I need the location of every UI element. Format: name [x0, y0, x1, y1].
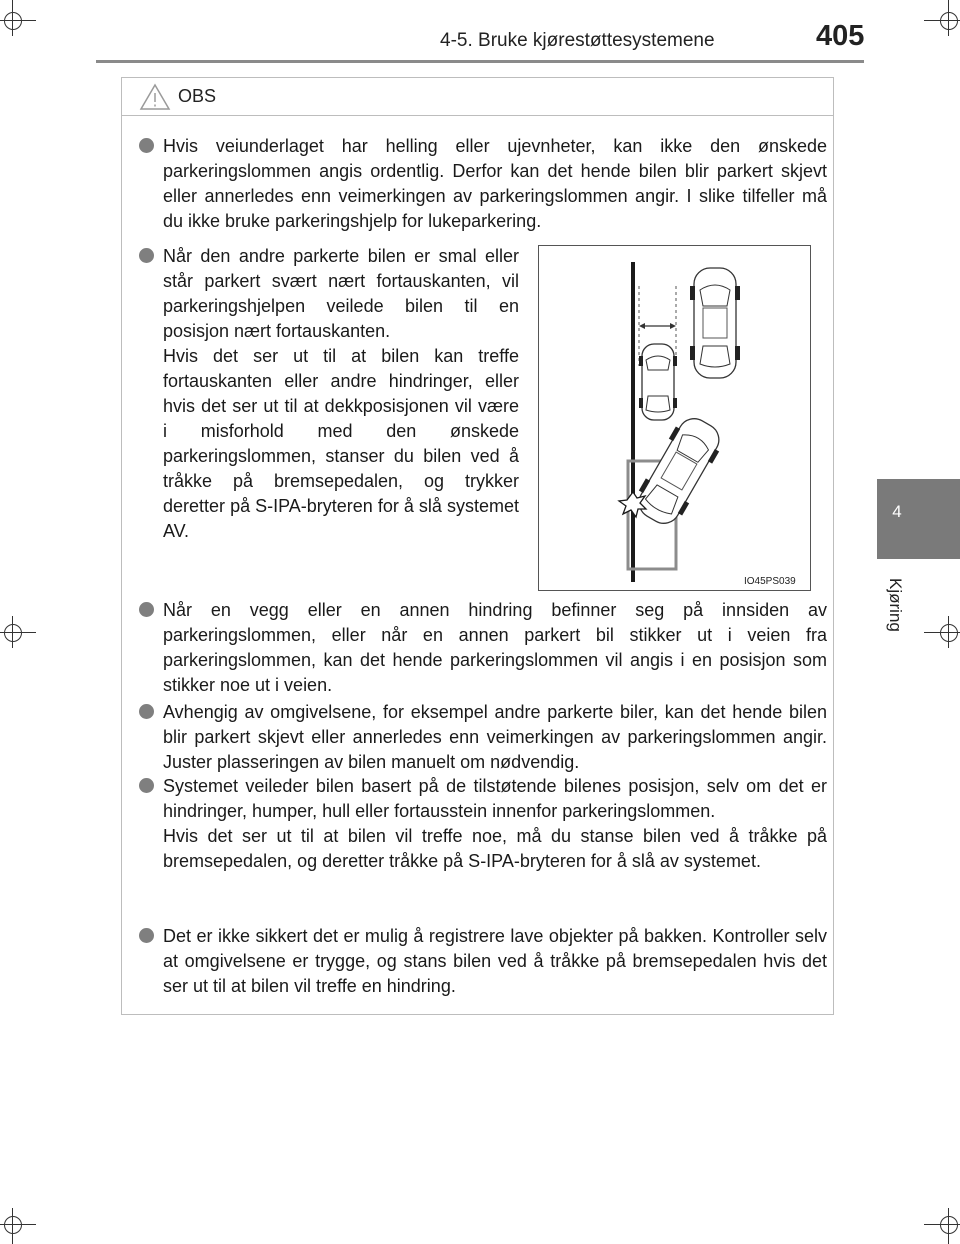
- bullet-dot: [139, 928, 154, 943]
- figure-code: IO45PS039: [744, 576, 796, 587]
- crop-mark-bottom-right: [920, 1204, 960, 1244]
- bullet-dot: [139, 704, 154, 719]
- bullet-paragraph: Når den andre parkerte bilen er smal eller står parkert svært nært fortauskanten, vil parkeringshjelpen veilede bilen til en posisjon nært fortauskanten.: [163, 246, 519, 341]
- bullet-dot: [139, 602, 154, 617]
- section-title: 4-5. Bruke kjørestøttesystemene: [440, 30, 715, 51]
- bullet-paragraph: Hvis det ser ut til at bilen kan treffe fortauskanten eller andre hindringer, eller hvis det ser ut til at dekkposisjonen vil være i misforhold med den ønskede parkeringslommen, stanser du bilen ved å tråkke på bremsepedalen, og trykker deretter på S-IPA-bryteren for å slå systemet AV.: [163, 346, 519, 541]
- warning-triangle-icon: [139, 83, 171, 111]
- parked-car-icon: [690, 268, 740, 378]
- bullet-text: Hvis veiunderlaget har helling eller ujevnheter, kan ikke den ønskede parkeringslommen angis ordentlig. Derfor kan det hende bilen blir parkert skjevt eller annerledes enn veimerkingen av parkeringslommen angir. I slike tilfeller må du ikke bruke parkeringshjelp for lukeparkering.: [163, 136, 827, 231]
- bullet-item: [139, 244, 519, 544]
- header-rule: [96, 60, 864, 63]
- crop-mark-mid-left: [0, 612, 40, 652]
- bullet-text: Når en vegg eller en annen hindring befinner seg på innsiden av parkeringslommen, eller når en annen parkert bil stikker ut i veien fra parkeringslommen, kan det hende parkeringslommen vil angis i en posisjon som stikker noe ut i veien.: [163, 600, 827, 695]
- bullet-dot: [139, 778, 154, 793]
- narrow-parked-car-icon: [639, 344, 677, 420]
- bullet-text: [139, 244, 519, 544]
- obs-title-row: [122, 78, 833, 116]
- crop-mark-mid-right: [920, 612, 960, 652]
- chapter-label-text: Kjøring: [886, 578, 905, 632]
- crop-mark-top-left: [0, 0, 40, 40]
- parking-diagram: [539, 246, 812, 592]
- bullet-text: Avhengig av omgivelsene, for eksempel andre parkerte biler, kan det hende bilen blir parkert skjevt eller annerledes enn veimerkingen av parkeringslommen angir. Juster plasseringen av bilen manuelt om nødvendig.: [163, 702, 827, 772]
- bullet-paragraph: Systemet veileder bilen basert på de tilstøtende bilenes posisjon, selv om det er hindringer, humper, hull eller fortausstein innenfor parkeringslommen.: [163, 776, 827, 821]
- crop-mark-top-right: [920, 0, 960, 40]
- chapter-number: 4: [892, 502, 902, 521]
- bullet-text: Det er ikke sikkert det er mulig å registrere lave objekter på bakken. Kontroller selv at omgivelsene er trygge, og stans bilen ved å tråkke på bremsepedalen hvis det ser ut til at bilen vil treffe en hindring.: [163, 926, 827, 996]
- bullet-dot: [139, 248, 154, 263]
- obs-title: OBS: [178, 86, 217, 106]
- bullet-dot: [139, 138, 154, 153]
- bullet-item: [139, 134, 827, 234]
- bullet-item: [139, 774, 827, 874]
- crop-mark-bottom-left: [0, 1204, 40, 1244]
- bullet-item: [139, 700, 827, 775]
- bullet-item: [139, 598, 827, 698]
- parking-illustration: [538, 245, 811, 591]
- bullet-item: [139, 924, 827, 999]
- bullet-text: [139, 774, 827, 874]
- bullet-paragraph: Hvis det ser ut til at bilen vil treffe noe, må du stanse bilen ved å tråkke på bremsepedalen, og deretter tråkke på S-IPA-bryteren for å slå av systemet.: [163, 826, 827, 871]
- reversing-car-icon: [630, 411, 728, 531]
- page-number: 405: [816, 20, 865, 52]
- chapter-label: [878, 570, 912, 640]
